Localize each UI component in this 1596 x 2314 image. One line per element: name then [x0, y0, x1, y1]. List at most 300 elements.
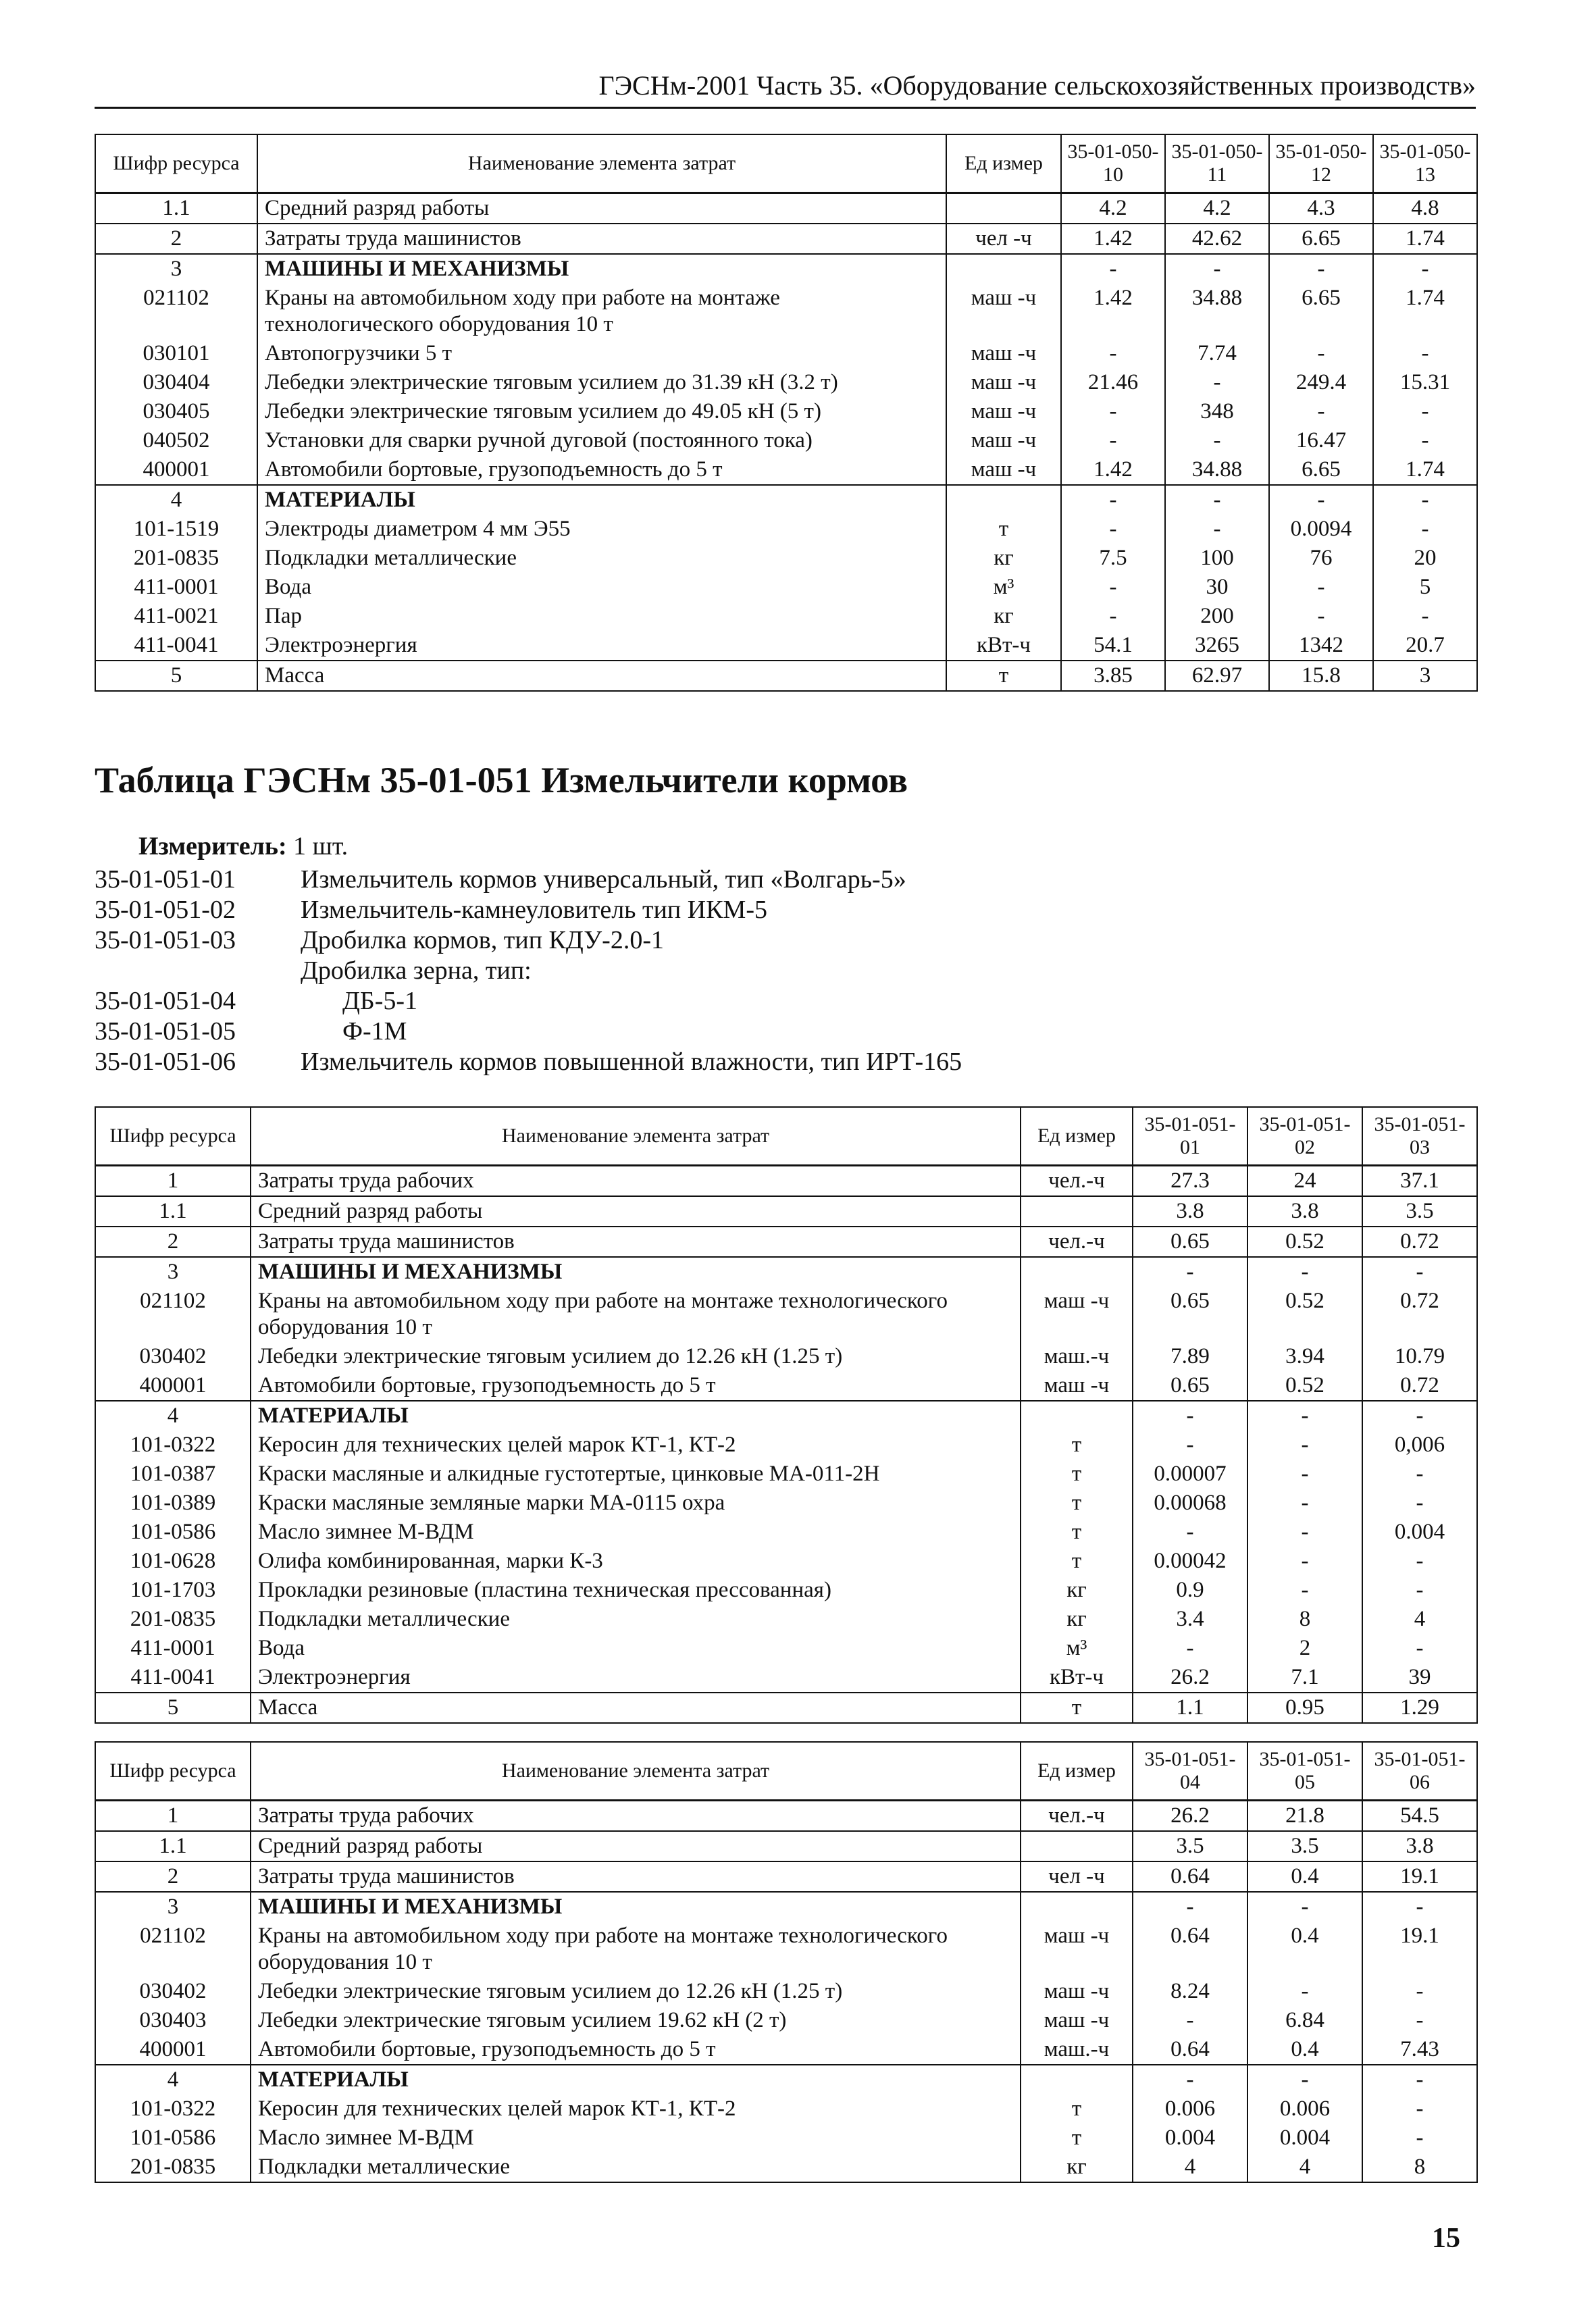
- norm-value-cell: -: [1269, 397, 1373, 426]
- unit-cell: маш -ч: [1021, 2006, 1133, 2035]
- cost-element-cell: Затраты труда машинистов: [257, 224, 946, 254]
- norm-value-cell: 0.64: [1133, 2035, 1247, 2065]
- norm-value-cell: -: [1247, 1518, 1362, 1547]
- unit-cell: т: [946, 515, 1061, 544]
- norm-value-cell: 76: [1269, 544, 1373, 573]
- variant-name: ДБ-5-1: [342, 987, 418, 1015]
- table-row: [95, 1431, 1477, 1460]
- table-header-row: [95, 1107, 1477, 1166]
- unit-cell: кг: [1021, 1605, 1133, 1634]
- resource-code-cell: 2: [95, 1227, 251, 1257]
- cost-element-cell: Масса: [251, 1693, 1021, 1723]
- resource-table-051-a: [95, 1106, 1478, 1724]
- norm-value-cell: 0.00042: [1133, 1547, 1247, 1576]
- norm-value-cell: -: [1133, 1518, 1247, 1547]
- norm-value-cell: 30: [1165, 573, 1269, 602]
- cost-element-cell: Электроэнергия: [251, 1663, 1021, 1693]
- norm-value-cell: -: [1269, 254, 1373, 284]
- norm-value-cell: 0.4: [1247, 1922, 1362, 1977]
- unit-cell: т: [1021, 1460, 1133, 1489]
- resource-code-cell: 2: [95, 224, 257, 254]
- norm-value-cell: 4: [1362, 1605, 1477, 1634]
- unit-cell: [1021, 1831, 1133, 1861]
- norm-value-cell: 348: [1165, 397, 1269, 426]
- norm-value-cell: 0.52: [1247, 1227, 1362, 1257]
- unit-cell: маш -ч: [1021, 1287, 1133, 1342]
- unit-cell: т: [1021, 1518, 1133, 1547]
- norm-value-cell: -: [1165, 254, 1269, 284]
- table-row: [95, 1634, 1477, 1663]
- norm-value-cell: 3.8: [1247, 1196, 1362, 1227]
- cost-element-cell: Масса: [257, 661, 946, 691]
- norm-value-cell: 6.65: [1269, 284, 1373, 339]
- norm-value-cell: 0.4: [1247, 1861, 1362, 1892]
- table-row: [95, 1892, 1477, 1922]
- col-variant-header: 35-01-051-05: [1247, 1742, 1362, 1801]
- norm-value-cell: -: [1165, 515, 1269, 544]
- resource-code-cell: 1.1: [95, 1831, 251, 1861]
- col-variant-header: 35-01-051-04: [1133, 1742, 1247, 1801]
- norm-value-cell: 3.85: [1061, 661, 1165, 691]
- resource-code-cell: 101-0586: [95, 2124, 251, 2153]
- unit-cell: маш -ч: [946, 339, 1061, 368]
- resource-code-cell: 411-0041: [95, 1663, 251, 1693]
- norm-value-cell: -: [1269, 339, 1373, 368]
- resource-code-cell: 5: [95, 1693, 251, 1723]
- unit-cell: маш -ч: [946, 455, 1061, 485]
- table-row: [95, 2153, 1477, 2182]
- unit-cell: маш -ч: [1021, 1371, 1133, 1401]
- unit-cell: [1021, 2065, 1133, 2094]
- norm-value-cell: 4: [1133, 2153, 1247, 2182]
- norm-value-cell: 62.97: [1165, 661, 1269, 691]
- norm-value-cell: -: [1061, 573, 1165, 602]
- norm-value-cell: -: [1247, 1576, 1362, 1605]
- norm-value-cell: 0.72: [1362, 1287, 1477, 1342]
- norm-value-cell: 6.65: [1269, 455, 1373, 485]
- resource-code-cell: 4: [95, 1401, 251, 1431]
- table-row: [95, 1922, 1477, 1977]
- cost-element-cell: Установки для сварки ручной дуговой (постоянного тока): [257, 426, 946, 455]
- cost-element-cell: Средний разряд работы: [257, 193, 946, 224]
- norm-value-cell: -: [1373, 426, 1477, 455]
- table-row: [95, 368, 1477, 397]
- table-row: [95, 1576, 1477, 1605]
- norm-value-cell: 0.64: [1133, 1861, 1247, 1892]
- norm-value-cell: 249.4: [1269, 368, 1373, 397]
- cost-element-cell: Лебедки электрические тяговым усилием 19.62 кН (2 т): [251, 2006, 1021, 2035]
- unit-cell: маш -ч: [1021, 1977, 1133, 2006]
- table-row: [95, 1196, 1477, 1227]
- norm-value-cell: -: [1362, 1257, 1477, 1287]
- norm-value-cell: -: [1269, 485, 1373, 515]
- unit-cell: т: [1021, 2124, 1133, 2153]
- resource-code-cell: 400001: [95, 1371, 251, 1401]
- meter-label: Измеритель:: [138, 832, 287, 860]
- norm-value-cell: 100: [1165, 544, 1269, 573]
- norm-value-cell: 42.62: [1165, 224, 1269, 254]
- resource-code-cell: 101-0387: [95, 1460, 251, 1489]
- norm-value-cell: 1.74: [1373, 455, 1477, 485]
- unit-cell: маш -ч: [946, 397, 1061, 426]
- resource-code-cell: 201-0835: [95, 2153, 251, 2182]
- norm-value-cell: 4: [1247, 2153, 1362, 2182]
- table-header-row: [95, 1742, 1477, 1801]
- resource-code-cell: 1.1: [95, 1196, 251, 1227]
- unit-cell: кг: [1021, 2153, 1133, 2182]
- resource-table-051-b: [95, 1741, 1478, 2183]
- col-unit-header: Ед измер: [946, 134, 1061, 193]
- resource-table-050: [95, 134, 1478, 692]
- norm-value-cell: 0.95: [1247, 1693, 1362, 1723]
- norm-value-cell: 7.43: [1362, 2035, 1477, 2065]
- resource-code-cell: 5: [95, 661, 257, 691]
- cost-element-cell: МАТЕРИАЛЫ: [251, 2065, 1021, 2094]
- table-row: [95, 1605, 1477, 1634]
- resource-code-cell: 411-0021: [95, 602, 257, 631]
- norm-value-cell: 3.94: [1247, 1342, 1362, 1371]
- table-row: [95, 1801, 1477, 1832]
- resource-code-cell: 101-0628: [95, 1547, 251, 1576]
- norm-value-cell: 7.1: [1247, 1663, 1362, 1693]
- variant-code: 35-01-051-02: [95, 896, 236, 924]
- resource-code-cell: 2: [95, 1861, 251, 1892]
- unit-cell: чел.-ч: [1021, 1801, 1133, 1832]
- col-variant-header: 35-01-050-10: [1061, 134, 1165, 193]
- cost-element-cell: Прокладки резиновые (пластина техническая прессованная): [251, 1576, 1021, 1605]
- norm-value-cell: 3.4: [1133, 1605, 1247, 1634]
- resource-code-cell: 101-0586: [95, 1518, 251, 1547]
- col-variant-header: 35-01-051-01: [1133, 1107, 1247, 1166]
- variant-list: [95, 865, 962, 1077]
- resource-code-cell: 1: [95, 1166, 251, 1197]
- norm-value-cell: 34.88: [1165, 455, 1269, 485]
- table-row: [95, 455, 1477, 485]
- cost-element-cell: Краски масляные и алкидные густотертые, цинковые МА-011-2Н: [251, 1460, 1021, 1489]
- norm-value-cell: -: [1165, 485, 1269, 515]
- cost-element-cell: Краны на автомобильном ходу при работе на монтаже технологического оборудования 10 т: [257, 284, 946, 339]
- norm-value-cell: -: [1165, 368, 1269, 397]
- table-row: [95, 1831, 1477, 1861]
- norm-value-cell: -: [1362, 1547, 1477, 1576]
- cost-element-cell: МАТЕРИАЛЫ: [251, 1401, 1021, 1431]
- cost-element-cell: Электроэнергия: [257, 631, 946, 661]
- col-variant-header: 35-01-051-06: [1362, 1742, 1477, 1801]
- norm-value-cell: -: [1362, 1401, 1477, 1431]
- norm-value-cell: -: [1247, 1547, 1362, 1576]
- norm-value-cell: 1.74: [1373, 224, 1477, 254]
- cost-element-cell: Вода: [251, 1634, 1021, 1663]
- unit-cell: маш -ч: [1021, 1922, 1133, 1977]
- norm-value-cell: 0.00007: [1133, 1460, 1247, 1489]
- norm-value-cell: 4.2: [1061, 193, 1165, 224]
- variant-item: [95, 895, 962, 925]
- cost-element-cell: Керосин для технических целей марок КТ-1, КТ-2: [251, 1431, 1021, 1460]
- table-row: [95, 2124, 1477, 2153]
- table-row: [95, 1861, 1477, 1892]
- variant-name: Измельчитель-камнеуловитель тип ИКМ-5: [301, 896, 767, 924]
- norm-value-cell: -: [1373, 602, 1477, 631]
- resource-code-cell: 1: [95, 1801, 251, 1832]
- norm-value-cell: -: [1373, 339, 1477, 368]
- norm-value-cell: -: [1247, 1431, 1362, 1460]
- table-row: [95, 397, 1477, 426]
- cost-element-cell: Олифа комбинированная, марки К-3: [251, 1547, 1021, 1576]
- norm-value-cell: 4.3: [1269, 193, 1373, 224]
- cost-element-cell: Лебедки электрические тяговым усилием до 12.26 кН (1.25 т): [251, 1977, 1021, 2006]
- norm-value-cell: -: [1373, 515, 1477, 544]
- norm-value-cell: 8.24: [1133, 1977, 1247, 2006]
- norm-value-cell: -: [1061, 397, 1165, 426]
- norm-value-cell: 24: [1247, 1166, 1362, 1197]
- norm-value-cell: -: [1362, 1489, 1477, 1518]
- table-row: [95, 1342, 1477, 1371]
- norm-value-cell: 3.5: [1247, 1831, 1362, 1861]
- norm-value-cell: -: [1133, 1892, 1247, 1922]
- variant-name: Измельчитель кормов универсальный, тип «Волгарь-5»: [301, 865, 906, 894]
- norm-value-cell: 26.2: [1133, 1663, 1247, 1693]
- norm-value-cell: 4.2: [1165, 193, 1269, 224]
- norm-value-cell: -: [1133, 1431, 1247, 1460]
- norm-value-cell: -: [1247, 1977, 1362, 2006]
- resource-code-cell: 030101: [95, 339, 257, 368]
- resource-code-cell: 201-0835: [95, 1605, 251, 1634]
- norm-value-cell: 0.64: [1133, 1922, 1247, 1977]
- norm-value-cell: 3265: [1165, 631, 1269, 661]
- norm-value-cell: -: [1247, 1401, 1362, 1431]
- col-variant-header: 35-01-051-03: [1362, 1107, 1477, 1166]
- norm-value-cell: 16.47: [1269, 426, 1373, 455]
- resource-code-cell: 030402: [95, 1342, 251, 1371]
- norm-value-cell: 39: [1362, 1663, 1477, 1693]
- norm-value-cell: -: [1061, 515, 1165, 544]
- resource-code-cell: 3: [95, 1892, 251, 1922]
- table-row: [95, 1166, 1477, 1197]
- norm-value-cell: 200: [1165, 602, 1269, 631]
- resource-code-cell: 411-0001: [95, 573, 257, 602]
- cost-element-cell: Затраты труда машинистов: [251, 1227, 1021, 1257]
- norm-value-cell: 3: [1373, 661, 1477, 691]
- norm-value-cell: -: [1269, 573, 1373, 602]
- norm-value-cell: 0.004: [1133, 2124, 1247, 2153]
- unit-cell: маш -ч: [946, 426, 1061, 455]
- unit-cell: м³: [1021, 1634, 1133, 1663]
- norm-value-cell: -: [1373, 397, 1477, 426]
- unit-cell: т: [1021, 2094, 1133, 2124]
- table-row: [95, 426, 1477, 455]
- norm-value-cell: 6.84: [1247, 2006, 1362, 2035]
- col-unit-header: Ед измер: [1021, 1742, 1133, 1801]
- col-code-header: Шифр ресурса: [95, 134, 257, 193]
- cost-element-cell: МАШИНЫ И МЕХАНИЗМЫ: [257, 254, 946, 284]
- norm-value-cell: 0.52: [1247, 1287, 1362, 1342]
- cost-element-cell: МАТЕРИАЛЫ: [257, 485, 946, 515]
- norm-value-cell: -: [1362, 1576, 1477, 1605]
- norm-value-cell: -: [1133, 1634, 1247, 1663]
- norm-value-cell: -: [1247, 1489, 1362, 1518]
- resource-code-cell: 101-0322: [95, 1431, 251, 1460]
- unit-cell: м³: [946, 573, 1061, 602]
- variant-item: [95, 865, 962, 895]
- norm-value-cell: 1.42: [1061, 284, 1165, 339]
- norm-value-cell: -: [1061, 339, 1165, 368]
- variant-code: 35-01-051-04: [95, 987, 236, 1015]
- table-row: [95, 2035, 1477, 2065]
- unit-cell: т: [1021, 1693, 1133, 1723]
- table-row: [95, 339, 1477, 368]
- unit-cell: [946, 193, 1061, 224]
- cost-element-cell: Лебедки электрические тяговым усилием до 31.39 кН (3.2 т): [257, 368, 946, 397]
- table-row: [95, 544, 1477, 573]
- resource-code-cell: 400001: [95, 455, 257, 485]
- table-row: [95, 1227, 1477, 1257]
- unit-cell: [1021, 1257, 1133, 1287]
- cost-element-cell: Средний разряд работы: [251, 1196, 1021, 1227]
- variant-item: [95, 1047, 962, 1077]
- unit-cell: кВт-ч: [946, 631, 1061, 661]
- resource-code-cell: 411-0001: [95, 1634, 251, 1663]
- unit-cell: маш.-ч: [1021, 1342, 1133, 1371]
- norm-value-cell: 0.65: [1133, 1227, 1247, 1257]
- norm-value-cell: -: [1362, 1634, 1477, 1663]
- norm-value-cell: 15.31: [1373, 368, 1477, 397]
- unit-cell: т: [1021, 1489, 1133, 1518]
- norm-value-cell: 7.89: [1133, 1342, 1247, 1371]
- norm-value-cell: 37.1: [1362, 1166, 1477, 1197]
- cost-element-cell: Подкладки металлические: [251, 2153, 1021, 2182]
- table-row: [95, 1977, 1477, 2006]
- norm-value-cell: 0.65: [1133, 1371, 1247, 1401]
- variant-name: Дробилка зерна, тип:: [301, 956, 532, 985]
- norm-value-cell: -: [1362, 1977, 1477, 2006]
- cost-element-cell: Лебедки электрические тяговым усилием до 12.26 кН (1.25 т): [251, 1342, 1021, 1371]
- table-row: [95, 1371, 1477, 1401]
- cost-element-cell: Автомобили бортовые, грузоподъемность до 5 т: [257, 455, 946, 485]
- table-row: [95, 254, 1477, 284]
- cost-element-cell: Автомобили бортовые, грузоподъемность до 5 т: [251, 1371, 1021, 1401]
- resource-code-cell: 030403: [95, 2006, 251, 2035]
- table-row: [95, 573, 1477, 602]
- norm-value-cell: 0.006: [1133, 2094, 1247, 2124]
- unit-cell: [1021, 1401, 1133, 1431]
- norm-value-cell: 27.3: [1133, 1166, 1247, 1197]
- cost-element-cell: Пар: [257, 602, 946, 631]
- unit-cell: маш -ч: [946, 368, 1061, 397]
- table-row: [95, 1547, 1477, 1576]
- variant-code: 35-01-051-03: [95, 926, 236, 954]
- norm-value-cell: 19.1: [1362, 1922, 1477, 1977]
- norm-value-cell: 54.1: [1061, 631, 1165, 661]
- norm-value-cell: -: [1362, 1460, 1477, 1489]
- norm-value-cell: 0.9: [1133, 1576, 1247, 1605]
- table-row: [95, 224, 1477, 254]
- col-unit-header: Ед измер: [1021, 1107, 1133, 1166]
- norm-value-cell: -: [1061, 426, 1165, 455]
- cost-element-cell: Керосин для технических целей марок КТ-1, КТ-2: [251, 2094, 1021, 2124]
- norm-value-cell: -: [1373, 485, 1477, 515]
- cost-element-cell: Затраты труда рабочих: [251, 1801, 1021, 1832]
- norm-value-cell: 8: [1362, 2153, 1477, 2182]
- page-number: 15: [1432, 2223, 1460, 2254]
- norm-value-cell: 1.42: [1061, 455, 1165, 485]
- unit-cell: чел -ч: [1021, 1861, 1133, 1892]
- col-variant-header: 35-01-050-13: [1373, 134, 1477, 193]
- norm-value-cell: 1.29: [1362, 1693, 1477, 1723]
- variant-name: Дробилка кормов, тип КДУ-2.0-1: [301, 926, 664, 954]
- unit-cell: т: [946, 661, 1061, 691]
- norm-value-cell: -: [1247, 1257, 1362, 1287]
- unit-cell: маш.-ч: [1021, 2035, 1133, 2065]
- norm-value-cell: 1.42: [1061, 224, 1165, 254]
- col-variant-header: 35-01-051-02: [1247, 1107, 1362, 1166]
- norm-value-cell: -: [1061, 602, 1165, 631]
- table-row: [95, 515, 1477, 544]
- resource-code-cell: 4: [95, 2065, 251, 2094]
- norm-value-cell: 15.8: [1269, 661, 1373, 691]
- norm-value-cell: 54.5: [1362, 1801, 1477, 1832]
- norm-value-cell: 19.1: [1362, 1861, 1477, 1892]
- norm-value-cell: 5: [1373, 573, 1477, 602]
- norm-value-cell: 7.74: [1165, 339, 1269, 368]
- variant-item: [95, 986, 962, 1017]
- norm-value-cell: -: [1362, 2124, 1477, 2153]
- unit-cell: [946, 485, 1061, 515]
- table-row: [95, 1287, 1477, 1342]
- resource-code-cell: 021102: [95, 1922, 251, 1977]
- norm-value-cell: 3.5: [1362, 1196, 1477, 1227]
- cost-element-cell: Лебедки электрические тяговым усилием до 49.05 кН (5 т): [257, 397, 946, 426]
- norm-value-cell: -: [1061, 485, 1165, 515]
- variant-name: Ф-1М: [342, 1017, 407, 1046]
- cost-element-cell: Затраты труда машинистов: [251, 1861, 1021, 1892]
- norm-value-cell: -: [1269, 602, 1373, 631]
- norm-value-cell: -: [1133, 2065, 1247, 2094]
- norm-value-cell: -: [1133, 1401, 1247, 1431]
- table-row: [95, 602, 1477, 631]
- cost-element-cell: Средний разряд работы: [251, 1831, 1021, 1861]
- norm-value-cell: 21.46: [1061, 368, 1165, 397]
- resource-code-cell: 101-0389: [95, 1489, 251, 1518]
- variant-item: [95, 956, 962, 986]
- cost-element-cell: Автомобили бортовые, грузоподъемность до 5 т: [251, 2035, 1021, 2065]
- norm-value-cell: 4.8: [1373, 193, 1477, 224]
- norm-value-cell: -: [1247, 1460, 1362, 1489]
- resource-code-cell: 040502: [95, 426, 257, 455]
- norm-value-cell: -: [1165, 426, 1269, 455]
- variant-name: Измельчитель кормов повышенной влажности, тип ИРТ-165: [301, 1048, 962, 1076]
- col-name-header: Наименование элемента затрат: [251, 1107, 1021, 1166]
- unit-cell: кг: [946, 602, 1061, 631]
- norm-value-cell: -: [1133, 2006, 1247, 2035]
- norm-value-cell: 10.79: [1362, 1342, 1477, 1371]
- resource-code-cell: 030404: [95, 368, 257, 397]
- resource-code-cell: 101-0322: [95, 2094, 251, 2124]
- variant-code: 35-01-051-01: [95, 865, 236, 894]
- norm-value-cell: 34.88: [1165, 284, 1269, 339]
- table-row: [95, 284, 1477, 339]
- norm-value-cell: 3.5: [1133, 1831, 1247, 1861]
- norm-value-cell: -: [1247, 2065, 1362, 2094]
- resource-code-cell: 1.1: [95, 193, 257, 224]
- resource-code-cell: 4: [95, 485, 257, 515]
- table-row: [95, 2094, 1477, 2124]
- cost-element-cell: Вода: [257, 573, 946, 602]
- norm-value-cell: 26.2: [1133, 1801, 1247, 1832]
- unit-cell: т: [1021, 1431, 1133, 1460]
- resource-code-cell: 021102: [95, 1287, 251, 1342]
- norm-value-cell: -: [1362, 2065, 1477, 2094]
- unit-cell: кВт-ч: [1021, 1663, 1133, 1693]
